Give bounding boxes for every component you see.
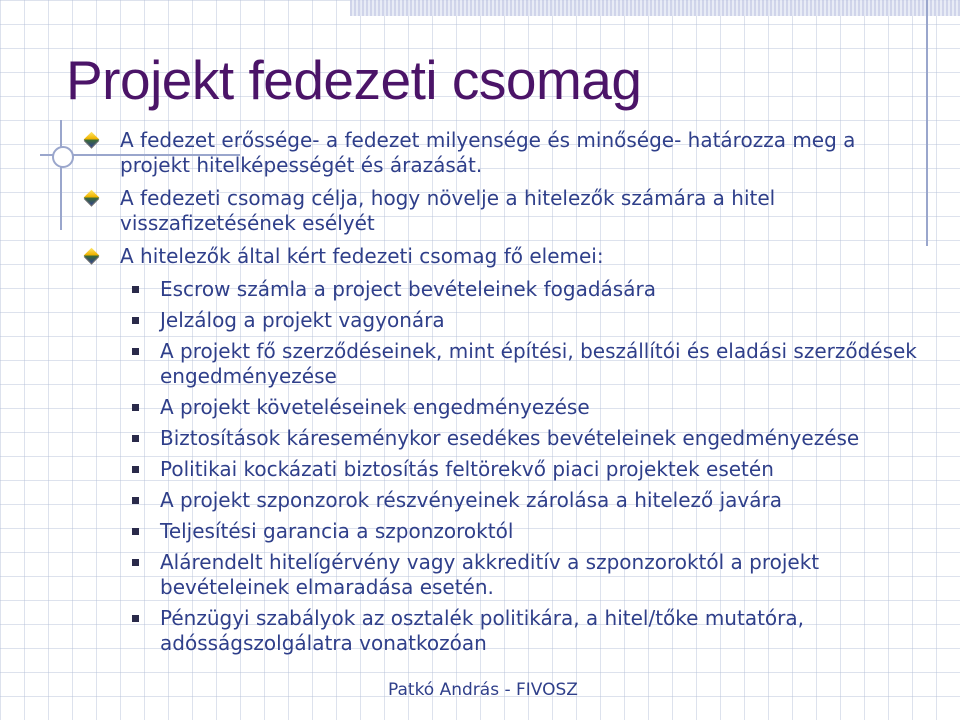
square-bullet-icon xyxy=(132,559,139,566)
square-bullet-icon xyxy=(132,348,139,355)
bullet-level2 xyxy=(132,606,920,656)
slide-title: Projekt fedezeti csomag xyxy=(66,49,642,111)
bullet-level2 xyxy=(132,519,920,544)
diamond-bullet-icon xyxy=(84,190,100,206)
square-bullet-icon xyxy=(132,466,139,473)
bullet-level2 xyxy=(132,457,920,482)
bullet-text: Alárendelt hitelígérvény vagy akkreditív a szponzoroktól a projekt bevételeinek elmaradása esetén. xyxy=(160,550,820,599)
bullet-level2 xyxy=(132,339,920,389)
bullet-text: A fedezet erőssége- a fedezet milyensége és minősége- határozza meg a projekt hitelképességét és árazását. xyxy=(120,128,856,177)
bullet-level1 xyxy=(80,186,920,236)
bullet-text: Pénzügyi szabályok az osztalék politikára, a hitel/tőke mutatóra, adósságszolgálatra vonatkozóan xyxy=(160,606,804,655)
bullet-text: Teljesítési garancia a szponzoroktól xyxy=(160,519,514,543)
square-bullet-icon xyxy=(132,435,139,442)
decorative-circle xyxy=(52,146,74,168)
bullet-level1 xyxy=(80,244,920,269)
bullet-level2 xyxy=(132,488,920,513)
square-bullet-icon xyxy=(132,497,139,504)
square-bullet-icon xyxy=(132,615,139,622)
bullet-text: Jelzálog a projekt vagyonára xyxy=(160,308,445,332)
bullet-text: Politikai kockázati biztosítás feltörekvő piaci projektek esetén xyxy=(160,457,774,481)
bullet-text: Escrow számla a project bevételeinek fogadására xyxy=(160,277,656,301)
bullet-text: A fedezeti csomag célja, hogy növelje a hitelezők számára a hitel visszafizetésének esélyét xyxy=(120,186,776,235)
bullet-level2 xyxy=(132,308,920,333)
bullet-level1 xyxy=(80,128,920,178)
decorative-vertical-line-left xyxy=(60,120,62,230)
diamond-bullet-icon xyxy=(84,248,100,264)
square-bullet-icon xyxy=(132,404,139,411)
bullet-text: A projekt követeléseinek engedményezése xyxy=(160,395,590,419)
square-bullet-icon xyxy=(132,528,139,535)
bullet-text: A projekt szponzorok részvényeinek zárolása a hitelező javára xyxy=(160,488,783,512)
bullet-level2 xyxy=(132,550,920,600)
bullet-text: A projekt fő szerződéseinek, mint építési, beszállítói és eladási szerződések engedményezése xyxy=(160,339,917,388)
decorative-vertical-line-right xyxy=(926,0,928,246)
bullet-level2 xyxy=(132,277,920,302)
slide-content xyxy=(80,128,920,662)
top-decorative-band xyxy=(350,0,960,16)
square-bullet-icon xyxy=(132,317,139,324)
slide-footer: Patkó András - FIVOSZ xyxy=(388,680,578,700)
bullet-text: A hitelezők által kért fedezeti csomag fő elemei: xyxy=(120,244,604,268)
bullet-level2 xyxy=(132,395,920,420)
square-bullet-icon xyxy=(132,286,139,293)
diamond-bullet-icon xyxy=(84,132,100,148)
bullet-level2 xyxy=(132,426,920,451)
bullet-text: Biztosítások káreseménykor esedékes bevételeinek engedményezése xyxy=(160,426,860,450)
